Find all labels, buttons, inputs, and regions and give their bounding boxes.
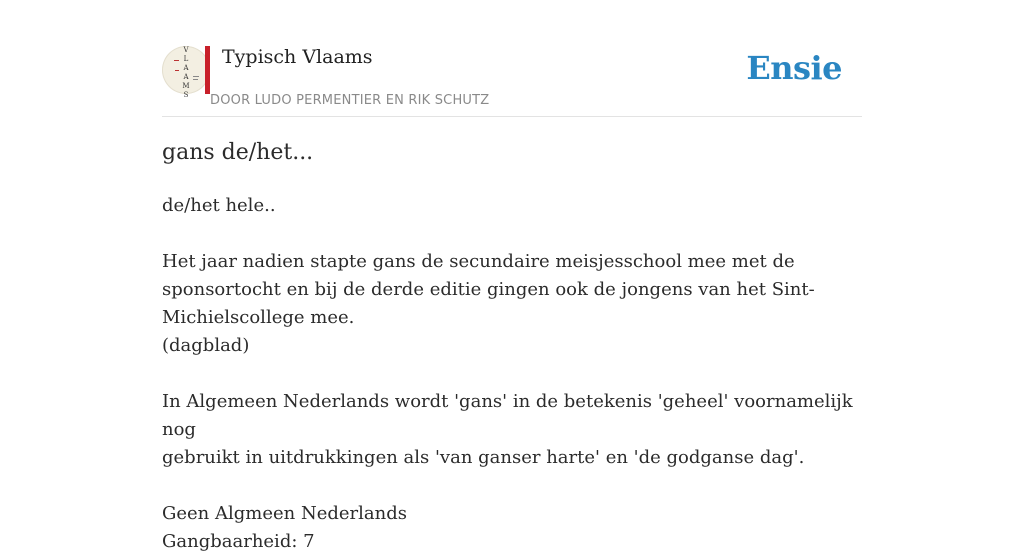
ensie-logo-link[interactable]: Ensie xyxy=(746,49,842,87)
page-header xyxy=(162,40,862,117)
definition-text: de/het hele.. xyxy=(162,195,276,216)
book-cover-logo[interactable] xyxy=(162,46,210,99)
note-line: In Algemeen Nederlands wordt 'gans' in de betekenis 'geheel' voornamelijk nog xyxy=(162,391,853,440)
entry-title: gans de/het... xyxy=(162,140,314,165)
note-line: gebruikt in uitdrukkingen als 'van ganser harte' en 'de godganse dag'. xyxy=(162,447,805,468)
example-source: (dagblad) xyxy=(162,335,250,356)
example-line: Michielscollege mee. xyxy=(162,307,355,328)
example-line: Het jaar nadien stapte gans de secundaire meisjesschool mee met de xyxy=(162,251,795,272)
logo-red-stripe xyxy=(205,46,210,94)
frequency-text: Gangbaarheid: 7 xyxy=(162,531,315,552)
classification-text: Geen Algmeen Nederlands xyxy=(162,503,407,524)
book-title[interactable]: Typisch Vlaams xyxy=(222,46,373,68)
logo-letters: V L A A M S xyxy=(182,46,190,99)
entry-body xyxy=(162,192,862,556)
example-line: sponsortocht en bij de derde editie gingen ook de jongens van het Sint- xyxy=(162,279,815,300)
book-authors: DOOR LUDO PERMENTIER EN RIK SCHUTZ xyxy=(210,93,490,108)
